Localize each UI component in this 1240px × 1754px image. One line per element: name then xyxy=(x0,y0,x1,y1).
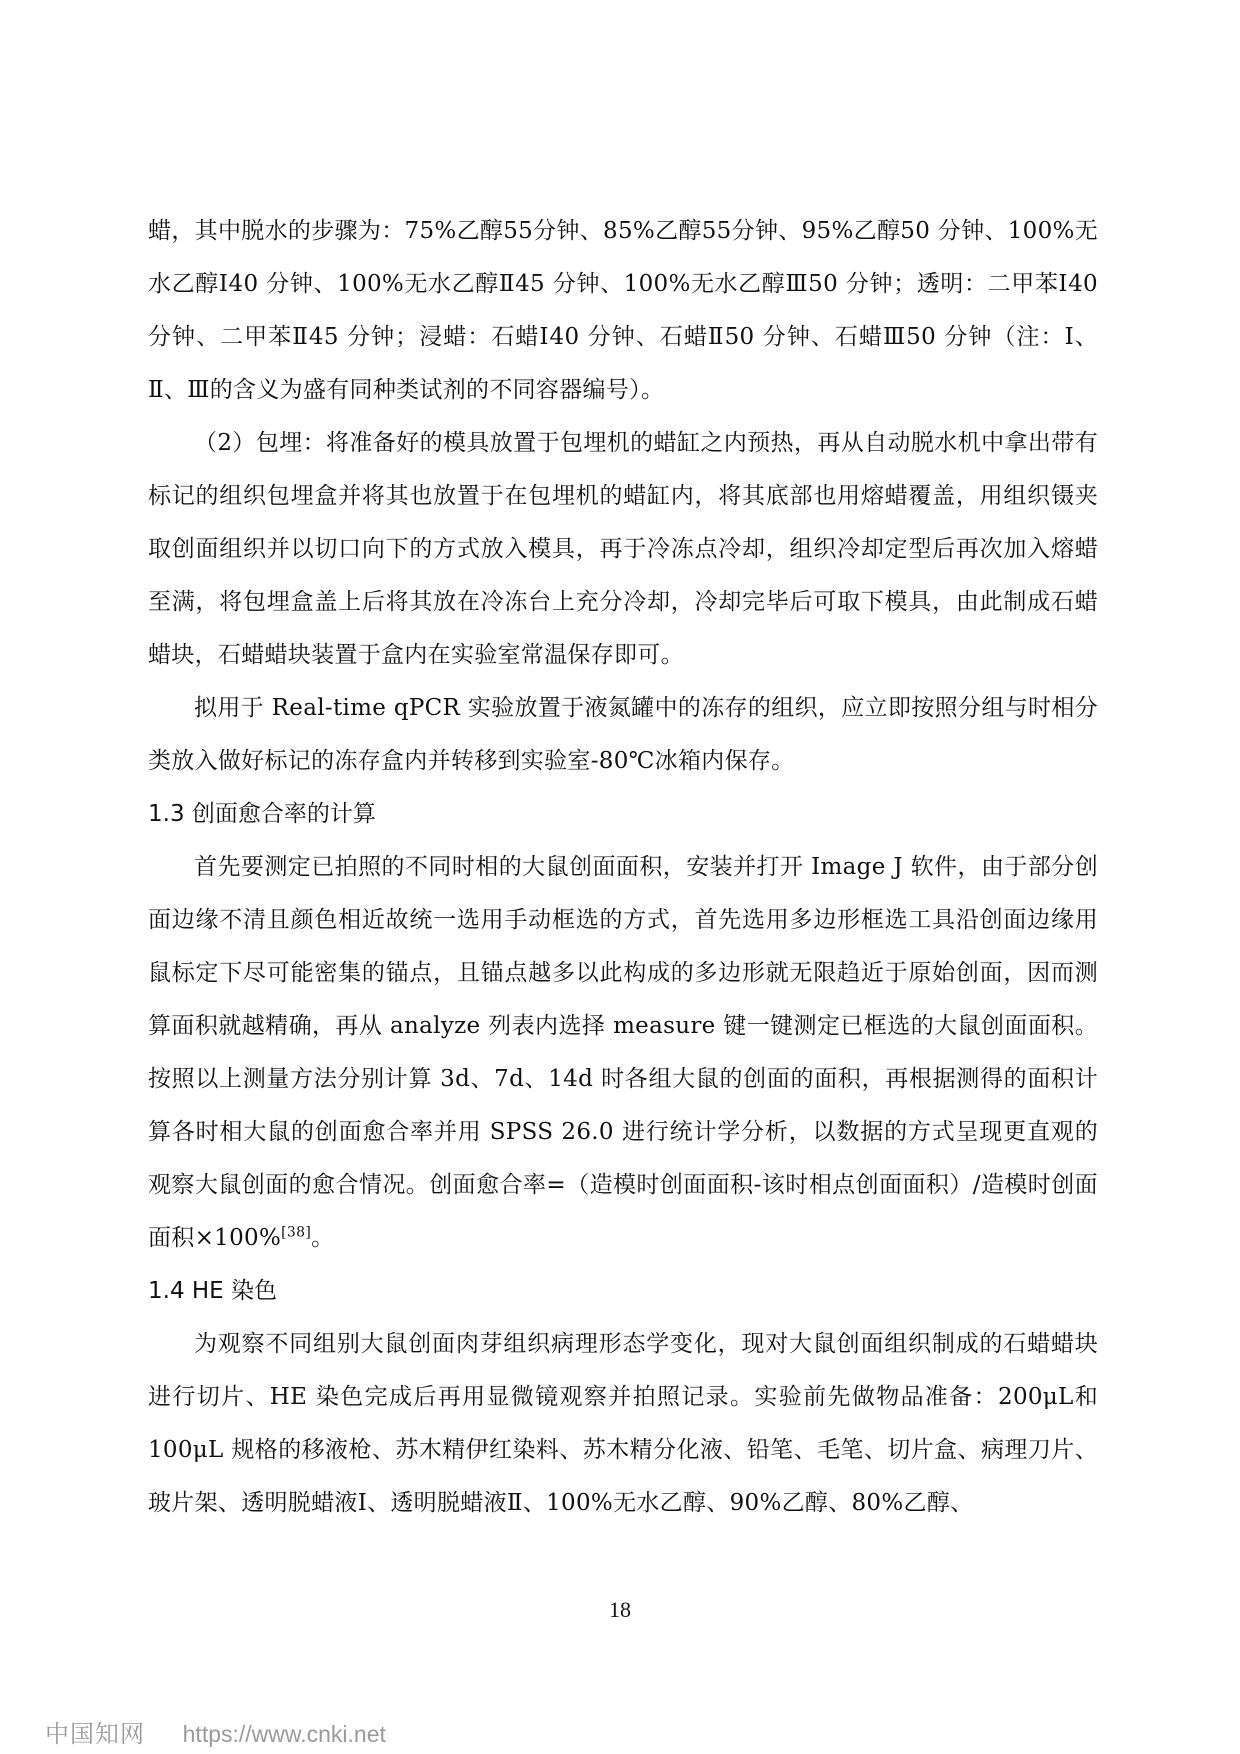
cnki-url-link[interactable]: https://www.cnki.net xyxy=(182,1721,386,1747)
paragraph-qpcr-storage: 拟用于 Real-time qPCR 实验放置于液氮罐中的冻存的组织，应立即按照分组与时相分类放入做好标记的冻存盒内并转移到实验室-80℃冰箱内保存。 xyxy=(148,695,1098,774)
citation-38: [38] xyxy=(281,1224,312,1241)
healing-rate-text: 首先要测定已拍照的不同时相的大鼠创面面积，安装并打开 Image J 软件，由于部分创面边缘不清且颜色相近故统一选用手动框选的方式，首先选用多边形框选工具沿创面边缘用鼠标定下尽可能密集的锚点，且锚点越多以此构成的多边形就无限趋近于原始创面，因而测算面积就越精确，再从 analyze 列表内选择 measure 键一键测定已框选的大鼠创面面积。按照以上测量方法分别计算 3d、7d、14d 时各组大鼠的创面的面积，再根据测得的面积计算各时相大鼠的创面愈合率并用 SPSS 26.0 进行统计学分析，以数据的方式呈现更直观的观察大鼠创面的愈合情况。创面愈合率=（造模时创面面积-该时相点创面面积）/造模时创面面积×100% xyxy=(148,854,1098,1251)
paragraph-healing-rate xyxy=(148,841,1098,1265)
cnki-footer-watermark xyxy=(45,1714,386,1749)
page-body xyxy=(148,205,1098,1530)
section-heading-1-3: 1.3 创面愈合率的计算 xyxy=(148,801,376,827)
paragraph-he-staining: 为观察不同组别大鼠创面肉芽组织病理形态学变化，现对大鼠创面组织制成的石蜡蜡块进行切片、HE 染色完成后再用显微镜观察并拍照记录。实验前先做物品准备：200μL和 100μL 规格的移液枪、苏木精伊红染料、苏木精分化液、铅笔、毛笔、切片盒、病理刀片、玻片架、透明脱蜡液Ⅰ、透明脱蜡液Ⅱ、100%无水乙醇、90%乙醇、80%乙醇、 xyxy=(148,1331,1098,1516)
healing-rate-end: 。 xyxy=(311,1225,335,1251)
paragraph-dehydration-steps: 蜡，其中脱水的步骤为：75%乙醇55分钟、85%乙醇55分钟、95%乙醇50 分钟、100%无水乙醇Ⅰ40 分钟、100%无水乙醇Ⅱ45 分钟、100%无水乙醇Ⅲ50 分钟；透明：二甲苯Ⅰ40 分钟、二甲苯Ⅱ45 分钟；浸蜡：石蜡Ⅰ40 分钟、石蜡Ⅱ50 分钟、石蜡Ⅲ50 分钟（注：Ⅰ、Ⅱ、Ⅲ的含义为盛有同种类试剂的不同容器编号）。 xyxy=(148,218,1098,403)
section-heading-1-4: 1.4 HE 染色 xyxy=(148,1278,278,1304)
paragraph-embedding: （2）包埋：将准备好的模具放置于包埋机的蜡缸之内预热，再从自动脱水机中拿出带有标记的组织包埋盒并将其也放置于在包埋机的蜡缸内，将其底部也用熔蜡覆盖，用组织镊夹取创面组织并以切口向下的方式放入模具，再于冷冻点冷却，组织冷却定型后再次加入熔蜡至满，将包埋盒盖上后将其放在冷冻台上充分冷却，冷却完毕后可取下模具，由此制成石蜡蜡块，石蜡蜡块装置于盒内在实验室常温保存即可。 xyxy=(148,430,1098,668)
cnki-site-name: 中国知网 xyxy=(45,1720,145,1748)
page-number: 18 xyxy=(609,1597,631,1622)
